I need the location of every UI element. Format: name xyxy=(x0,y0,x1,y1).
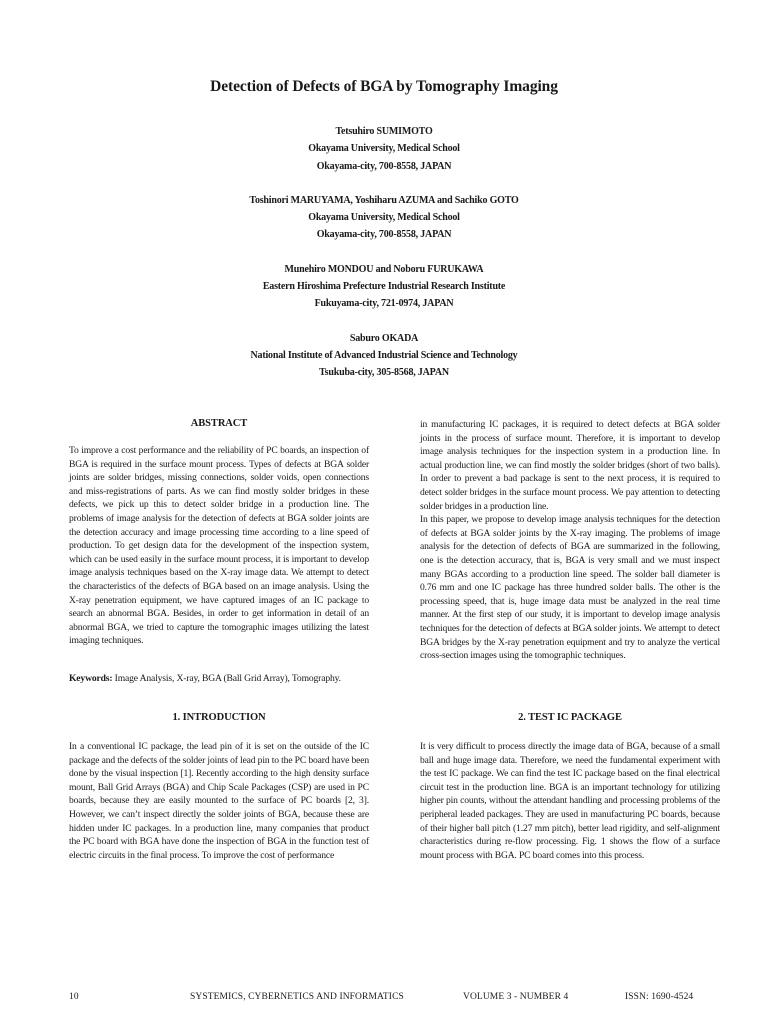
issn: ISSN: 1690-4524 xyxy=(625,992,694,1002)
volume-number: VOLUME 3 - NUMBER 4 xyxy=(463,992,569,1002)
intro-continuation-paragraph: in manufacturing IC packages, it is required to detect defects at BGA solder joints in the process of surface mount. Therefore, it is important to develop image analysis techniques for the inspection system in a production line. In actual production line, we can find mostly the solder bridges (short of two balls). In order to prevent a bad package is sent to the next process, it is required to detect solder bridges in the surface mount process. We pay attention to detecting solder bridges in a production line. xyxy=(420,419,720,512)
abstract-heading: ABSTRACT xyxy=(190,418,248,429)
introduction-text xyxy=(69,740,369,862)
page-number: 10 xyxy=(69,992,79,1002)
right-column-text xyxy=(420,418,720,663)
abstract-text xyxy=(69,444,369,648)
author-block xyxy=(0,330,768,382)
author-affiliation: Eastern Hiroshima Prefecture Industrial Research Institute xyxy=(262,281,506,293)
intro-proposal-paragraph: In this paper, we propose to develop image analysis techniques for the detection of defects at BGA solder joints by the X-ray imaging. The problems of image analysis for the detection of defects of BGA are summarized in the following, one is the detection accuracy, that is, BGA is very small and we must inspect many BGAs according to a production line speed. The solder ball diameter is 0.76 mm and one IC package has three hundred solder balls. The other is the processing speed, that is, huge image data must be analyzed in the real time manner. At the first step of our study, it is important to develop image analysis techniques for the detection of defects at BGA solder joints. We attempt to detect BGA bridges by the X-ray penetration equipment and try to analyze the vertical cross-section images using the tomographic techniques. xyxy=(420,514,720,662)
paper-title: Detection of Defects of BGA by Tomography Imaging xyxy=(210,78,558,95)
author-location: Okayama-city, 700-8558, JAPAN xyxy=(316,160,452,172)
author-location: Okayama-city, 700-8558, JAPAN xyxy=(316,229,452,241)
keywords-text: Image Analysis, X-ray, BGA (Ball Grid Array), Tomography. xyxy=(112,673,341,684)
test-ic-package-paragraph: It is very difficult to process directly the image data of BGA, because of a small ball and huge image data. Therefore, we need the fundamental experiment with the test IC package. We can find the test IC package based on the final electrical circuit test in the production line. BGA is an important technology for utilizing higher pin counts, without the attendant handling and processing problems of the peripheral leaded packages. They are used in manufacturing PC boards, because of their higher ball pitch (1.27 mm pitch), better lead rigidity, and self-alignment characteristics during re-flow processing. Fig. 1 shows the flow of a surface mount process with BGA. PC board comes into this process. xyxy=(420,741,720,861)
keywords-label: Keywords: xyxy=(69,673,113,684)
author-block xyxy=(0,192,768,244)
author-list xyxy=(0,123,768,399)
author-location: Fukuyama-city, 721-0974, JAPAN xyxy=(314,298,454,310)
author-names: Tetsuhiro SUMIMOTO xyxy=(335,126,433,137)
journal-name: SYSTEMICS, CYBERNETICS AND INFORMATICS xyxy=(190,992,404,1002)
author-affiliation: National Institute of Advanced Industrial Science and Technology xyxy=(250,349,518,361)
introduction-paragraph: In a conventional IC package, the lead pin of it is set on the outside of the IC package and the defects of the solder joints of lead pin to the PC board have been done by the visual inspection [1]. Recently according to the high density surface mount, Ball Grid Arrays (BGA) and Chip Scale Packages (CSP) are used in PC boards, because they are easily mounted to the surface of PC boards [2, 3]. However, we can’t inspect directly the solder joints of BGA, because these are hidden under IC packages. In a production line, many companies that product the PC board with BGA have done the inspection of BGA in the function test of electric circuits in the final process. To improve the cost of performance xyxy=(69,741,369,861)
author-affiliation: Okayama University, Medical School xyxy=(308,143,460,155)
author-block xyxy=(0,123,768,175)
author-affiliation: Okayama University, Medical School xyxy=(308,212,460,224)
author-names: Toshinori MARUYAMA, Yoshiharu AZUMA and Sachiko GOTO xyxy=(249,194,519,206)
author-names: Saburo OKADA xyxy=(349,332,419,344)
author-location: Tsukuba-city, 305-8568, JAPAN xyxy=(319,367,449,379)
test-ic-package-heading: 2. TEST IC PACKAGE xyxy=(518,712,622,723)
author-names: Munehiro MONDOU and Noboru FURUKAWA xyxy=(284,263,484,275)
abstract-paragraph: To improve a cost performance and the reliability of PC boards, an inspection of BGA is required in the surface mount process. Types of defects at BGA solder joints are solder bridges, missing connections, solder voids, open connections and miss-registrations of parts. As we can find mostly solder bridges in these defects, we pick up this to detect solder bridge in a production line. The problems of image analysis for the detection of defects at BGA solder joints are the detection accuracy and image processing time according to a line speed of production. To get design data for the development of the inspection system, which can be used easily in the surface mount process, it is important to develop image analysis techniques based on the X-ray image data. We attempt to detect the characteristics of the defects of BGA based on an image analysis. Using the X-ray penetration equipment, we have captured images of an IC package to search an abnormal BGA. Besides, in order to get information in detail of an abnormal BGA, we tried to capture the tomographic images utilizing the latest imaging techniques. xyxy=(69,445,369,647)
introduction-heading: 1. INTRODUCTION xyxy=(172,712,266,723)
author-block xyxy=(0,261,768,313)
keywords xyxy=(69,672,369,686)
test-ic-package-text xyxy=(420,740,720,862)
